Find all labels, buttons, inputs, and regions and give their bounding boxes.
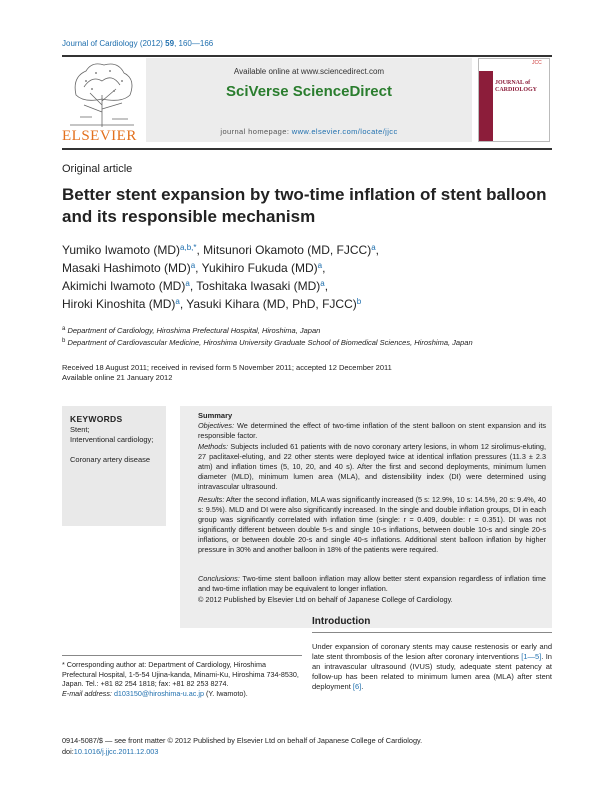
sciverse-logo-text: SciVerse ScienceDirect <box>226 83 392 100</box>
summary-conclusions: Conclusions: Two-time stent balloon inflation may allow better stent expansion regardless of inflation time and two-time inflation may be equivalent to longer inflation. <box>198 574 546 593</box>
article-title: Better stent expansion by two-time inflation of stent balloon and its responsible mechanism <box>62 185 547 226</box>
received-dates: Received 18 August 2011; received in revised form 5 November 2011; accepted 12 December 2011 <box>62 363 392 372</box>
summary-results: Results: After the second inflation, MLA was significantly increased (5 s: 12.9%, 10 s: 14.5%, 20 s: 9.4%, 40 s: 9.5%). MLD and DI were also significantly increased. In the single and double inflation groups, DI in each group was significantly correlated with inflation time (single: r = 0.409, double: r = 0.351). DI was not significantly different between double 5-s and single 10-s inflations, between double 10-s and single 20-s inflations, or between double 20-s and single 40-s inflations. Additional stent balloon inflation by higher pressure in 30% and another balloon in 18% of the patients were required. <box>198 495 546 554</box>
keyword-item: Stent; <box>70 425 90 434</box>
summary-methods: Methods: Subjects included 61 patients with de novo coronary artery lesions, in whom 12 sirolimus-eluting, 27 paclitaxel-eluting, and 22 other stents were deployed twice at identical inflation pressures (11.3 ± 2.3 atm) and inflation times (5, 10, 20, and 40 s). After the first and second deployments, minimum lumen diameter (MLD), minimum lumen area (MLA), and distensibility index (DI) were determined using intravascular ultrasound. <box>198 442 546 491</box>
summary-heading: Summary <box>198 411 233 420</box>
doi-line: doi:10.1016/j.jjcc.2011.12.003 <box>62 747 159 756</box>
keywords-box <box>62 406 166 526</box>
journal-cover-title: JOURNAL of CARDIOLOGY <box>495 80 538 93</box>
journal-reference: Journal of Cardiology (2012) 59, 160—166 <box>62 39 214 48</box>
journal-cover-logo: JCC <box>532 60 542 66</box>
keyword-item: Coronary artery disease <box>70 455 151 464</box>
issn-line: 0914-5087/$ — see front matter © 2012 Published by Elsevier Ltd on behalf of Japanese College of Cardiology. <box>62 736 423 745</box>
corresponding-author-footnote: * Corresponding author at: Department of Cardiology, Hiroshima Prefectural Hospital, 1-5-54 Ujina-kanda, Minami-Ku, Hiroshima 734-8530, Japan. Tel.: +81 82 254 1818; fax: +81 82 253 8274. E-mail address: d103150@hiroshima-u.ac.jp (Y. Iwamoto). <box>62 660 299 698</box>
affiliation-a: $^a$ Department of Cardiology, Hiroshima Prefectural Hospital, Hiroshima, Japan <box>62 326 321 335</box>
publisher-logo-text: ELSEVIER <box>62 128 137 144</box>
keyword-item: Interventional cardiology; <box>70 435 154 444</box>
elsevier-tree-logo-icon <box>62 57 142 129</box>
summary-copyright: © 2012 Published by Elsevier Ltd on behalf of Japanese College of Cardiology. <box>198 595 453 604</box>
introduction-heading: Introduction <box>312 616 371 627</box>
introduction-paragraph: Under expansion of coronary stents may cause restenosis or early and late stent thrombosis of the lesion after coronary interventions [1—5]. In an intravascular ultrasound (IVUS) study, adequate stent patency at follow-up has been related to minimum lumen area (MLA) after stent deployment [6]. <box>312 642 552 691</box>
journal-cover-band <box>479 71 493 141</box>
author-line: Akimichi Iwamoto (MD)$^a$, Toshitaka Iwasaki (MD)$^a$, <box>62 279 329 293</box>
journal-homepage-link[interactable]: www.elsevier.com/locate/jjcc <box>291 127 398 136</box>
email-link[interactable]: d103150@hiroshima-u.ac.jp <box>113 688 204 698</box>
affiliation-b: $^b$ Department of Cardiovascular Medicine, Hiroshima University Graduate School of Biomedical Sciences, Hiroshima, Japan <box>62 338 473 347</box>
citation-link[interactable]: [1—5] <box>521 652 542 661</box>
citation-link[interactable]: [6] <box>352 682 362 691</box>
online-date: Available online 21 January 2012 <box>62 373 173 382</box>
doi-link[interactable]: 10.1016/j.jjcc.2011.12.003 <box>73 747 159 756</box>
author-line: Yumiko Iwamoto (MD)$^{a,b,*}$, Mitsunori Okamoto (MD, FJCC)$^a$, <box>62 243 379 257</box>
available-online-text: Available online at www.sciencedirect.com <box>233 67 385 76</box>
footnote-rule <box>62 655 302 656</box>
author-line: Hiroki Kinoshita (MD)$^a$, Yasuki Kihara (MD, PhD, FJCC)$^b$ <box>62 297 362 311</box>
introduction-rule <box>312 632 552 633</box>
author-line: Masaki Hashimoto (MD)$^a$, Yukihiro Fukuda (MD)$^a$, <box>62 261 326 275</box>
journal-homepage: journal homepage: www.elsevier.com/locate/jjcc <box>220 127 398 136</box>
summary-objectives: Objectives: We determined the effect of two-time inflation of the stent balloon on stent expansion and its responsible factor. <box>198 421 546 440</box>
article-type: Original article <box>62 163 133 175</box>
keywords-title: KEYWORDS <box>70 414 123 424</box>
author-list <box>62 240 562 312</box>
header-bottom-rule <box>62 148 552 150</box>
